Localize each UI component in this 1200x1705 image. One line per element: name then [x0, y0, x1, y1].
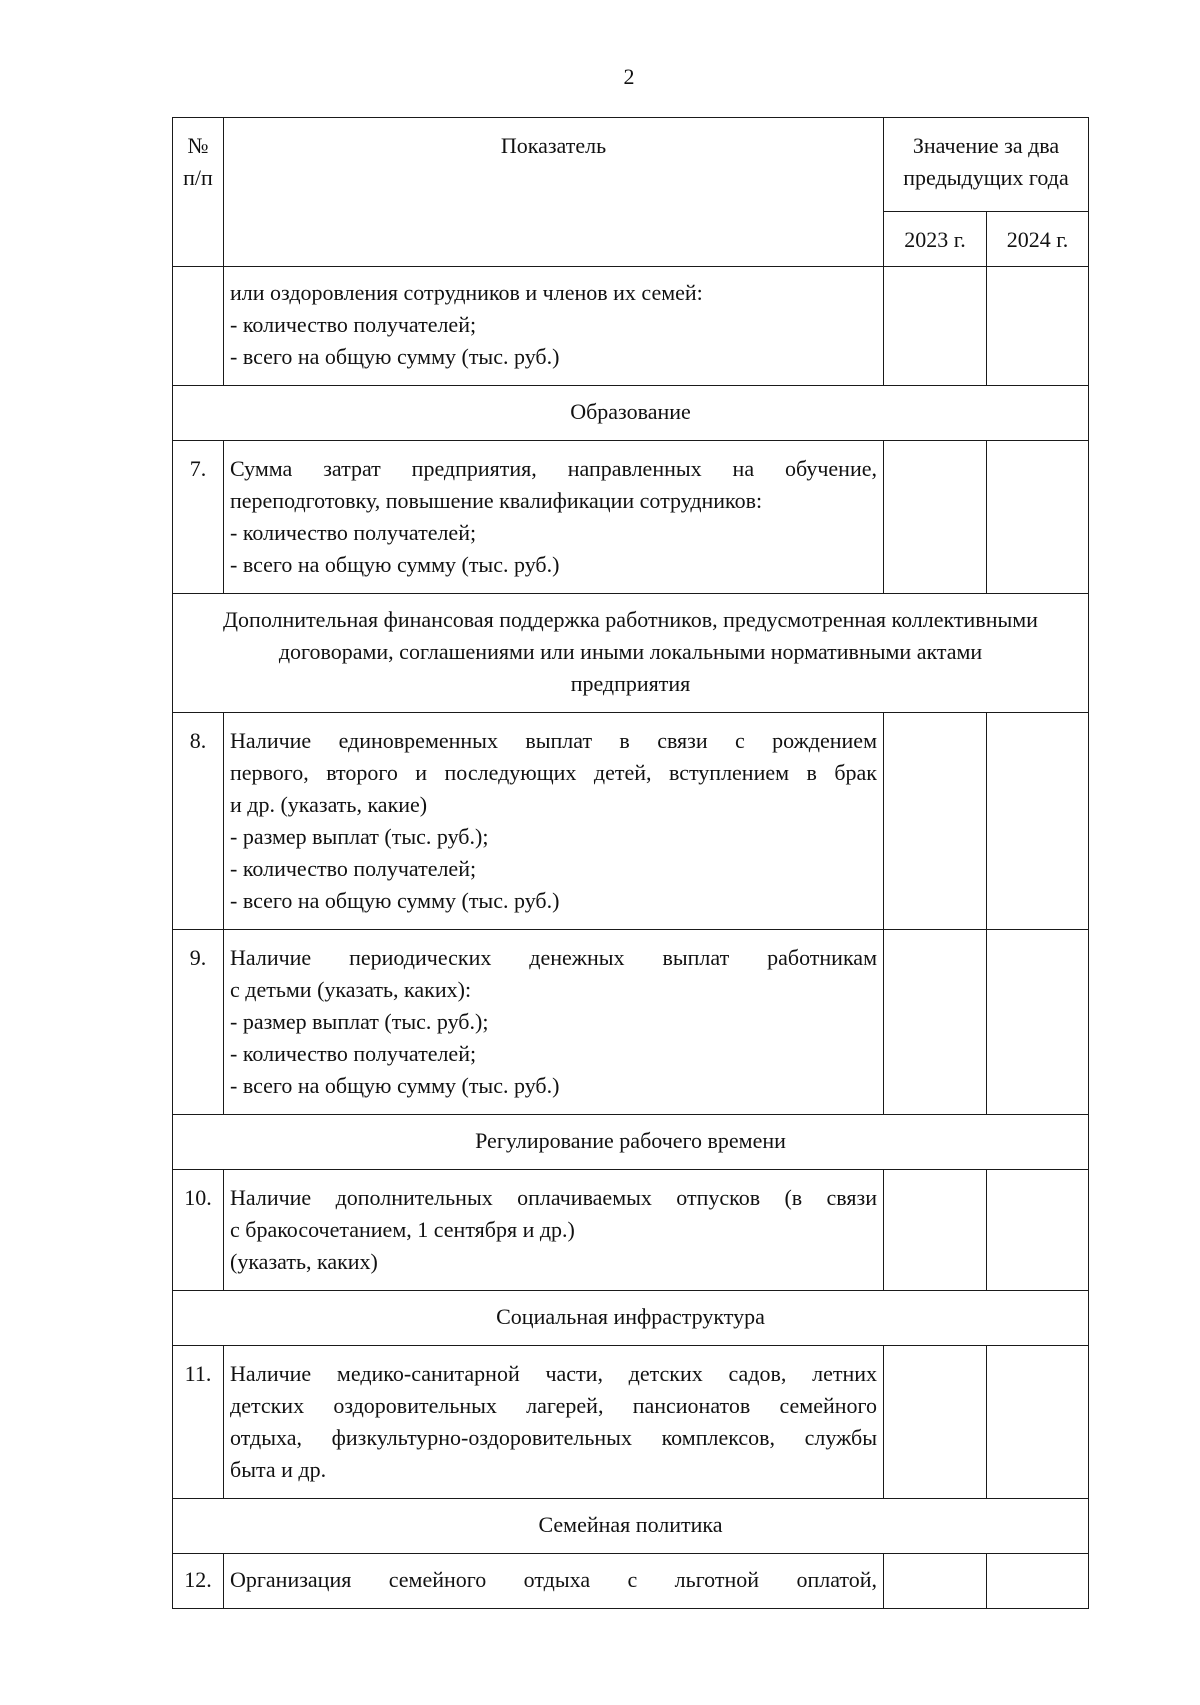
- row-num: 9.: [173, 930, 224, 1115]
- table-row-10: [173, 1170, 1089, 1291]
- value-2024-cell: [987, 267, 1089, 386]
- row-num: 12.: [173, 1554, 224, 1609]
- value-2023-cell: [884, 713, 987, 930]
- value-2023-cell: [884, 1346, 987, 1499]
- row-indicator: [224, 267, 884, 386]
- header-year-2024: 2024 г.: [987, 212, 1089, 267]
- header-num: [173, 118, 224, 267]
- indicator-line: - всего на общую сумму (тыс. руб.): [230, 1073, 560, 1098]
- table-row-12: [173, 1554, 1089, 1609]
- indicator-line: (указать, каких): [230, 1249, 378, 1274]
- table-row-9: [173, 930, 1089, 1115]
- indicator-line: - количество получателей;: [230, 1041, 477, 1066]
- indicator-line: - размер выплат (тыс. руб.);: [230, 824, 489, 849]
- section-row-education: [173, 386, 1089, 441]
- indicator-line: Наличие дополнительных оплачиваемых отпусков (в связи: [230, 1185, 877, 1210]
- indicators-table: [172, 117, 1089, 1609]
- row-indicator: [224, 1346, 884, 1499]
- section-row-infrastructure: [173, 1291, 1089, 1346]
- header-row: [173, 118, 1089, 212]
- section-title-line: Дополнительная финансовая поддержка работников, предусмотренная коллективными: [223, 607, 1038, 632]
- header-num-label: № п/п: [183, 133, 213, 190]
- indicator-line: первого, второго и последующих детей, вступлением в брак: [230, 760, 877, 785]
- table-row-11: [173, 1346, 1089, 1499]
- row-indicator: [224, 930, 884, 1115]
- indicator-line: быта и др.: [230, 1457, 327, 1482]
- row-indicator: [224, 713, 884, 930]
- indicator-line: отдыха, физкультурно-оздоровительных комплексов, службы: [230, 1425, 877, 1450]
- value-2024-cell: [987, 1170, 1089, 1291]
- value-2023-cell: [884, 930, 987, 1115]
- row-num: 10.: [173, 1170, 224, 1291]
- value-2024-cell: [987, 1554, 1089, 1609]
- indicator-line: с детьми (указать, каких):: [230, 977, 472, 1002]
- page-number: 2: [623, 64, 635, 89]
- table-row-8: [173, 713, 1089, 930]
- section-title: Регулирование рабочего времени: [173, 1115, 1089, 1170]
- section-row-work-time: [173, 1115, 1089, 1170]
- indicator-line: - всего на общую сумму (тыс. руб.): [230, 344, 560, 369]
- row-num: 7.: [173, 441, 224, 594]
- row-num: 11.: [173, 1346, 224, 1499]
- indicator-line: - количество получателей;: [230, 856, 477, 881]
- indicator-line: или оздоровления сотрудников и членов их семей:: [230, 280, 703, 305]
- value-2023-cell: [884, 1170, 987, 1291]
- header-value-group: Значение за два предыдущих года: [884, 118, 1089, 212]
- indicator-line: - всего на общую сумму (тыс. руб.): [230, 888, 560, 913]
- table-row-7: [173, 441, 1089, 594]
- row-indicator: [224, 1554, 884, 1609]
- section-title: Образование: [173, 386, 1089, 441]
- indicator-line: - размер выплат (тыс. руб.);: [230, 1009, 489, 1034]
- indicator-line: Сумма затрат предприятия, направленных на обучение,: [230, 456, 877, 481]
- header-year-2023: 2023 г.: [884, 212, 987, 267]
- value-2023-cell: [884, 441, 987, 594]
- section-title: Семейная политика: [173, 1499, 1089, 1554]
- value-2023-cell: [884, 267, 987, 386]
- indicator-line: - всего на общую сумму (тыс. руб.): [230, 552, 560, 577]
- value-2024-cell: [987, 713, 1089, 930]
- indicator-line: и др. (указать, какие): [230, 792, 428, 817]
- indicator-line: с бракосочетанием, 1 сентября и др.): [230, 1217, 575, 1242]
- section-row-family-policy: [173, 1499, 1089, 1554]
- section-title: [173, 594, 1089, 713]
- indicator-line: переподготовку, повышение квалификации сотрудников:: [230, 488, 763, 513]
- indicator-line: - количество получателей;: [230, 520, 477, 545]
- table-row-continuation: [173, 267, 1089, 386]
- value-2024-cell: [987, 441, 1089, 594]
- indicator-line: детских оздоровительных лагерей, пансионатов семейного: [230, 1393, 877, 1418]
- indicator-line: Наличие периодических денежных выплат работникам: [230, 945, 877, 970]
- row-indicator: [224, 1170, 884, 1291]
- value-2024-cell: [987, 1346, 1089, 1499]
- row-indicator: [224, 441, 884, 594]
- row-num: 8.: [173, 713, 224, 930]
- row-num: [173, 267, 224, 386]
- value-2023-cell: [884, 1554, 987, 1609]
- indicator-line: - количество получателей;: [230, 312, 477, 337]
- section-title: Социальная инфраструктура: [173, 1291, 1089, 1346]
- indicator-line: Наличие медико-санитарной части, детских садов, летних: [230, 1361, 877, 1386]
- indicator-line: Организация семейного отдыха с льготной оплатой,: [230, 1567, 877, 1592]
- indicator-line: Наличие единовременных выплат в связи с рождением: [230, 728, 877, 753]
- section-row-financial-support: [173, 594, 1089, 713]
- value-2024-cell: [987, 930, 1089, 1115]
- section-title-line: договорами, соглашениями или иными локальными нормативными актами: [278, 639, 983, 664]
- header-indicator: Показатель: [224, 118, 884, 267]
- section-title-line: предприятия: [570, 671, 691, 696]
